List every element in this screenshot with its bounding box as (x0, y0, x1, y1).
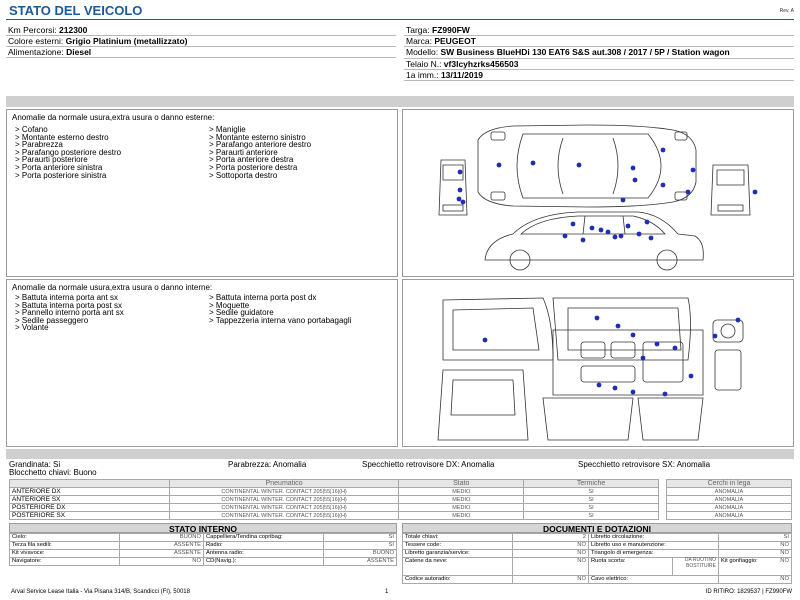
damage-marker (616, 324, 621, 329)
kv-label: Codice autoradio: (403, 576, 513, 584)
table-row (667, 488, 792, 496)
modello-row (404, 47, 794, 59)
table-row (10, 542, 397, 550)
interne-panel (6, 279, 398, 447)
colore-row (6, 36, 396, 47)
kv-value: SI (719, 534, 792, 542)
tire-position: POSTERIORE DX (10, 504, 170, 512)
table-row (10, 488, 659, 496)
damage-marker (461, 200, 466, 205)
cerchi-value: ANOMALIA (667, 496, 792, 504)
vehicle-info-left (6, 25, 396, 58)
damage-marker (633, 178, 638, 183)
kv-label: Kit gonfiaggio: (721, 558, 758, 564)
specchietto-dx-text: Specchietto retrovisore DX: Anomalia (362, 460, 495, 469)
tire-termiche: SI (524, 496, 659, 504)
esterne-list-1 (15, 126, 121, 179)
list-item: > Battuta interna porta post sx (15, 300, 122, 310)
damage-marker (595, 316, 600, 321)
list-item: > Maniglie (209, 125, 246, 134)
kv-label: Cappelliera/Tendina copribag: (204, 534, 324, 542)
modello-label: Modello: (406, 47, 441, 57)
damage-marker (458, 170, 463, 175)
tire-model: CONTINENTAL WINTER. CONTACT 205|55|16|(H) (169, 512, 399, 520)
alimentazione-row (6, 47, 396, 58)
table-row (403, 576, 792, 584)
interne-list-1 (15, 294, 124, 332)
tire-termiche: SI (524, 488, 659, 496)
kv-value: SI (324, 534, 397, 542)
kv-value: NO (719, 550, 792, 558)
footer-page-number: 1 (385, 589, 389, 595)
list-item: > Battuta interna porta ant sx (15, 293, 118, 302)
column-header: Stato (399, 480, 524, 488)
list-item: > Porta anteriore destra (209, 155, 294, 165)
cerchi-value: ANOMALIA (667, 504, 792, 512)
damage-marker (631, 333, 636, 338)
kv-label: Radio: (204, 542, 324, 550)
damage-marker (661, 148, 666, 153)
damage-marker (458, 188, 463, 193)
damage-marker (613, 386, 618, 391)
kv-label: Catene da neve: (403, 558, 513, 576)
list-item: > Sedile passeggero (15, 315, 89, 325)
table-row (10, 512, 659, 520)
damage-marker (531, 161, 536, 166)
damage-marker (483, 338, 488, 343)
list-item: > Porta posteriore sinistra (15, 170, 107, 180)
damage-marker (655, 342, 660, 347)
stato-interno-table (9, 533, 397, 566)
kv-value: SI (324, 542, 397, 550)
table-row (10, 550, 397, 558)
telaio-value: vf3lcyhzrks456503 (443, 59, 519, 69)
targa-label: Targa: (406, 25, 432, 35)
kv-label: CD(Navig.): (204, 558, 324, 566)
table-row (10, 504, 659, 512)
tire-stato: MEDIO (399, 512, 524, 520)
kv-label: Antenna radio: (204, 550, 324, 558)
damage-marker (457, 197, 462, 202)
parabrezza-text: Parabrezza: Anomalia (228, 460, 307, 469)
table-header (10, 480, 659, 488)
revision-label: Rev. A (779, 8, 794, 14)
damage-marker (641, 356, 646, 361)
interne-list-2 (209, 294, 389, 324)
tire-model: CONTINENTAL WINTER. CONTACT 205|55|16|(H) (169, 504, 399, 512)
list-item: > Montante esterno destro (15, 132, 109, 142)
damage-marker (691, 168, 696, 173)
interne-title: Anomalie da normale usura,extra usura o danno interne: (12, 283, 213, 292)
marca-row (404, 36, 794, 47)
damage-marker (599, 228, 604, 233)
column-header: Termiche (524, 480, 659, 488)
kv-label: Ruota scorta: (591, 558, 626, 564)
kv-label: Libretto uso e manutenzione: (589, 542, 719, 550)
documenti-table (402, 533, 792, 584)
damage-marker (631, 166, 636, 171)
damage-marker (753, 190, 758, 195)
table-row (403, 550, 792, 558)
list-item: > Porta posteriore destra (209, 162, 298, 172)
kv-label: Cavo elettrico: (589, 576, 719, 584)
blocchetto-text: Blocchetto chiavi: Buono (9, 468, 97, 477)
table-row (403, 534, 792, 542)
km-label: Km Percorsi: (8, 25, 60, 35)
tire-model: CONTINENTAL WINTER. CONTACT 205|55|16|(H) (169, 496, 399, 504)
list-item: > Parabrezza (15, 140, 63, 150)
kv-value: 2 (513, 534, 589, 542)
table-row (403, 558, 792, 576)
kv-value: NO (513, 576, 589, 584)
colore-label: Colore esterni: (8, 36, 66, 46)
list-item: > Paraurti posteriore (15, 155, 88, 165)
km-row (6, 25, 396, 36)
telaio-row (404, 59, 794, 70)
kv-value: NO (513, 542, 589, 550)
damage-marker (563, 234, 568, 239)
damage-marker (689, 374, 694, 379)
cerchi-table (666, 479, 792, 520)
kit-cell (719, 558, 792, 576)
list-item: > Montante esterno sinistro (209, 132, 306, 142)
kv-label: Triangolo di emergenza: (589, 550, 719, 558)
imm-label: 1a imm.: (406, 70, 441, 80)
kv-label: Libretto garanzia/service: (403, 550, 513, 558)
tire-model: CONTINENTAL WINTER. CONTACT 205|55|16|(H) (169, 488, 399, 496)
grandinata-text: Grandinata: Si (9, 460, 61, 469)
table-row (10, 496, 659, 504)
km-value: 212300 (59, 25, 88, 35)
esterne-title: Anomalie da normale usura,extra usura o danno esterne: (12, 113, 215, 122)
list-item: > Moquette (209, 300, 250, 310)
section-band (6, 96, 794, 107)
kv-label: Terza fila sedili: (10, 542, 120, 550)
table-row (667, 496, 792, 504)
kv-value: NO (780, 558, 789, 564)
modello-value: SW Business BlueHDi 130 EAT6 S&S aut.308 / 2017 / 5P / Station wagon (440, 47, 730, 57)
ruota-cell (589, 558, 673, 576)
damage-marker (497, 163, 502, 168)
table-row (10, 558, 397, 566)
marca-label: Marca: (406, 36, 435, 46)
list-item: > Volante (15, 323, 49, 333)
tire-position: POSTERIORE SX (10, 512, 170, 520)
tire-termiche: SI (524, 504, 659, 512)
documenti-header: DOCUMENTI E DOTAZIONI (402, 523, 792, 533)
alimentazione-label: Alimentazione: (8, 47, 67, 57)
damage-marker (661, 183, 666, 188)
esterne-panel (6, 109, 398, 277)
list-item: > Parafango anteriore destro (209, 140, 312, 150)
kv-value: BUONO (324, 550, 397, 558)
kv-value: NO (120, 558, 204, 566)
damage-marker (713, 334, 718, 339)
cerchi-value: ANOMALIA (667, 512, 792, 520)
kv-value: NO (719, 542, 792, 550)
kv-value: NO (719, 576, 792, 584)
damage-marker (649, 236, 654, 241)
list-item: > Sedile guidatore (209, 308, 274, 318)
list-item: > Parafango posteriore destro (15, 147, 122, 157)
table-header (667, 480, 792, 488)
kv-value: ASSENTE (120, 542, 204, 550)
tire-stato: MEDIO (399, 496, 524, 504)
marca-value: PEUGEOT (434, 36, 476, 46)
kv-value: NO (513, 558, 589, 576)
kv-label: Cielo: (10, 534, 120, 542)
damage-marker (606, 230, 611, 235)
damage-marker (613, 235, 618, 240)
footer-company: Arval Service Lease Italia - Via Pisana 314/B, Scandicci (FI), 50018 (11, 589, 190, 595)
colore-value: Grigio Platinium (metallizzato) (65, 36, 188, 46)
list-item: > Pannello interno porta ant sx (15, 308, 124, 318)
page-title: STATO DEL VEICOLO (9, 3, 143, 18)
list-item: > Battuta interna porta post dx (209, 293, 317, 302)
damage-marker (577, 163, 582, 168)
list-item: > Cofano (15, 125, 48, 134)
list-item: > Paraurti anteriore (209, 147, 278, 157)
table-row (403, 542, 792, 550)
kv-value: ASSENTE (120, 550, 204, 558)
kv-value: BUONO (120, 534, 204, 542)
kv-label: Libretto circolazione: (589, 534, 719, 542)
stato-interno-header: STATO INTERNO (9, 523, 397, 533)
kv-value: ASSENTE (324, 558, 397, 566)
damage-marker (590, 226, 595, 231)
targa-value: FZ990FW (432, 25, 470, 35)
column-header: Pneumatico (169, 480, 399, 488)
alimentazione-value: Diesel (66, 47, 92, 57)
title-divider (6, 19, 794, 20)
damage-marker (621, 198, 626, 203)
damage-marker (571, 222, 576, 227)
tire-position: ANTERIORE SX (10, 496, 170, 504)
kv-label: Navigatore: (10, 558, 120, 566)
damage-marker (597, 383, 602, 388)
tires-table (9, 479, 659, 520)
column-header: Cerchi in lega (667, 480, 792, 488)
interior-diagram-panel (402, 279, 794, 447)
tire-stato: MEDIO (399, 504, 524, 512)
table-row (667, 504, 792, 512)
specchietto-sx-text: Specchietto retrovisore SX: Anomalia (578, 460, 711, 469)
cerchi-value: ANOMALIA (667, 488, 792, 496)
damage-marker (619, 234, 624, 239)
targa-row (404, 25, 794, 36)
tire-stato: MEDIO (399, 488, 524, 496)
exterior-diagram-panel (402, 109, 794, 277)
kv-label: Tessere code: (403, 542, 513, 550)
damage-marker (686, 190, 691, 195)
damage-marker (673, 346, 678, 351)
esterne-list-2 (209, 126, 311, 179)
tire-position: ANTERIORE DX (10, 488, 170, 496)
kv-value: DA RUOTINO BOSTITUIRE (673, 558, 719, 576)
column-header (10, 480, 170, 488)
section-band (6, 449, 794, 459)
damage-marker (631, 390, 636, 395)
damage-marker (637, 232, 642, 237)
exterior-damage-dots (403, 110, 795, 278)
footer-ritiro-id: ID RITIRO: 1829537 | FZ990FW (705, 589, 792, 595)
table-row (667, 512, 792, 520)
damage-marker (645, 220, 650, 225)
kv-label: Totale chiavi: (403, 534, 513, 542)
list-item: > Tappezzeria interna vano portabagagli (209, 315, 352, 325)
vehicle-info-right (404, 25, 794, 81)
kv-value: NO (513, 550, 589, 558)
telaio-label: Telaio N.: (406, 59, 444, 69)
interior-damage-dots (403, 280, 795, 448)
damage-marker (736, 318, 741, 323)
list-item: > Porta anteriore sinistra (15, 162, 103, 172)
damage-marker (581, 238, 586, 243)
damage-marker (626, 224, 631, 229)
list-item: > Sottoporta destro (209, 170, 278, 180)
imm-value: 13/11/2019 (440, 70, 484, 80)
kv-label: Kit vivavoce: (10, 550, 120, 558)
damage-marker (663, 392, 668, 397)
table-row (10, 534, 397, 542)
tire-termiche: SI (524, 512, 659, 520)
immatricolazione-row (404, 70, 794, 81)
